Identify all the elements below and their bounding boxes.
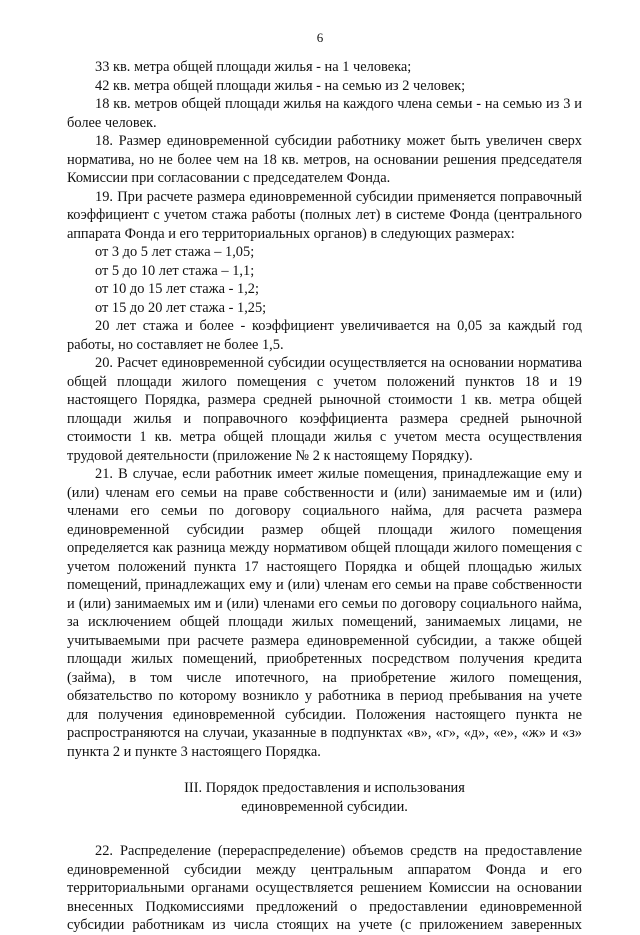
text-line: работы, но составляет не более 1,5.: [67, 336, 284, 353]
text-line: внесенных Подкомиссиями предложений о предоставлении единовременной: [67, 898, 582, 915]
text-line: членами его семьи по договору социального найма, для расчета размера: [67, 503, 582, 519]
text-line: 21. В случае, если работник имеет жилые помещения, принадлежащие ему и: [95, 466, 582, 482]
text-line: распространяются на случаи, указанные в подпунктах «в», «г», «д», «е», «ж» и «з»: [67, 725, 582, 741]
text-line: единовременной субсидии между центральным аппаратом Фонда и его: [67, 861, 582, 878]
text-line: стоимости 1 кв. метра общей площади жилья с учетом места осуществления: [67, 429, 582, 445]
text-line: 20 лет стажа и более - коэффициент увеличивается на 0,05 за каждый год: [95, 318, 582, 334]
text-line: более человек.: [67, 114, 157, 131]
section-heading: единовременной субсидии.: [241, 798, 408, 815]
text-line: субсидии работникам из числа стоящих на учете (с приложением заверенных: [67, 917, 582, 933]
text-line: определяется как разница между нормативом общей площади жилого помещения с: [67, 540, 582, 556]
text-line: и (или) занимаемых им и (или) членами его семьи по договору социального найма,: [67, 595, 582, 612]
text-line: 33 кв. метра общей площади жилья - на 1 человека;: [95, 59, 412, 75]
text-line: 20. Расчет единовременной субсидии осуществляется на основании норматива: [95, 355, 582, 371]
text-line: территориальными органами осуществляется решением Комиссии на основании: [67, 880, 582, 896]
text-line: от 15 до 20 лет стажа - 1,25;: [95, 299, 267, 316]
section-heading: III. Порядок предоставления и использования: [184, 780, 465, 796]
text-line: коэффициент с учетом стажа работы (полных лет) в системе Фонда (центрального: [67, 207, 582, 223]
text-line: 19. При расчете размера единовременной субсидии применяется поправочный: [95, 188, 582, 205]
text-line: от 10 до 15 лет стажа - 1,2;: [95, 281, 259, 297]
text-line: для получения единовременной субсидии. Положения настоящего пункта не: [67, 706, 582, 723]
text-line: учетом положений пункта 17 настоящего Порядка и общей площадью жилых: [67, 558, 582, 575]
text-line: площади жилья и поправочного коэффициента размера средней рыночной: [67, 410, 582, 427]
text-line: аппарата Фонда и его территориальных органов) в следующих размерах:: [67, 225, 515, 242]
text-line: пункта 2 и пункте 3 настоящего Порядка.: [67, 743, 321, 760]
text-line: 22. Распределение (перераспределение) объемов средств на предоставление: [95, 843, 582, 859]
text-line: трудовой деятельности (приложение № 2 к настоящему Порядку).: [67, 447, 473, 464]
text-line: общей площади жилого помещения с учетом положений пунктов 18 и 19: [67, 373, 582, 390]
spacer: [67, 816, 582, 842]
text-line: обязательство по которому возникло у работника в период пребывания на учете: [67, 688, 582, 704]
text-line: единовременной субсидии размер общей площади жилого помещения: [67, 521, 582, 538]
spacer: [67, 761, 582, 779]
text-line: от 5 до 10 лет стажа – 1,1;: [95, 262, 255, 279]
document-body: [67, 58, 582, 935]
text-line: (займа), в том числе ипотечного, на приобретение жилого помещения,: [67, 669, 582, 686]
text-line: настоящего Порядка, размера средней рыночной стоимости 1 кв. метра общей: [67, 392, 582, 408]
page-number: 6: [316, 30, 324, 45]
text-line: Комиссии при согласовании с председателем Фонда.: [67, 170, 391, 186]
text-line: 18 кв. метров общей площади жилья на каждого члена семьи - на семью из 3 и: [95, 96, 582, 112]
text-line: помещений, принадлежащих ему и (или) членам его семьи на праве собственности: [67, 577, 582, 593]
text-line: учитываемыми при расчете размера единовременной субсидии, а также общей: [67, 632, 582, 649]
text-line: 42 кв. метра общей площади жилья - на семью из 2 человек;: [95, 77, 466, 94]
text-line: норматива, но не более чем на 18 кв. метров, на основании решения председателя: [67, 151, 582, 168]
text-line: за исключением общей площади жилых помещений, занимаемых лицами, не: [67, 614, 582, 630]
text-line: (или) членам его семьи на праве собственности и (или) занимаемые им и (или): [67, 484, 582, 501]
text-line: площади жилых помещений, приобретенных посредством получения кредита: [67, 651, 582, 667]
text-line: 18. Размер единовременной субсидии работнику может быть увеличен сверх: [95, 133, 582, 149]
text-line: от 3 до 5 лет стажа – 1,05;: [95, 244, 255, 260]
